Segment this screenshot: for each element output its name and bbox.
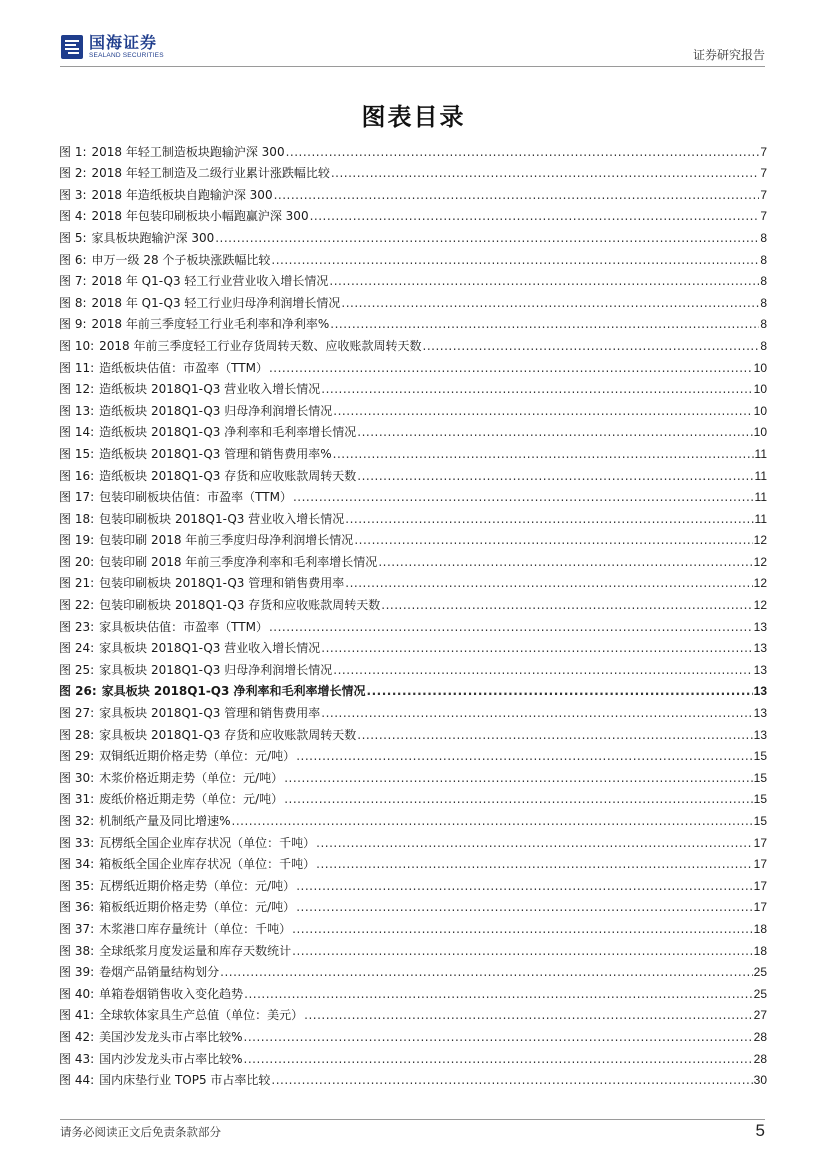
- toc-dot-leader: [345, 512, 753, 526]
- toc-page-number: 28: [753, 1029, 767, 1044]
- toc-figure-number: 图 8:: [59, 295, 87, 310]
- toc-figure-title: 箱板纸全国企业库存状况（单位：千吨）: [99, 857, 316, 872]
- toc-page-number: 17: [753, 878, 767, 893]
- toc-figure-title: 废纸价格近期走势（单位：元/吨）: [99, 792, 284, 807]
- toc-figure-title: 造纸板块 2018Q1-Q3 净利率和毛利率增长情况: [99, 425, 357, 440]
- toc-figure-number: 图 4:: [59, 209, 87, 224]
- toc-entry[interactable]: [59, 569, 767, 591]
- toc-page-number: 25: [753, 965, 767, 980]
- toc-entry[interactable]: [59, 698, 767, 720]
- toc-figure-title: 国内沙发龙头市占率比较%: [99, 1051, 243, 1066]
- toc-dot-leader: [333, 404, 752, 418]
- toc-entry[interactable]: [59, 1066, 767, 1088]
- toc-page-number: 8: [760, 230, 767, 245]
- toc-dot-leader: [215, 231, 759, 245]
- toc-page-number: 12: [753, 576, 767, 591]
- toc-figure-number: 图 18:: [59, 511, 95, 526]
- toc-page-number: 15: [753, 792, 767, 807]
- toc-figure-title: 家具板块 2018Q1-Q3 管理和销售费用率: [99, 706, 321, 721]
- toc-entry[interactable]: [59, 137, 767, 159]
- toc-dot-leader: [367, 684, 753, 698]
- toc-dot-leader: [316, 857, 752, 871]
- toc-figure-title: 家具板块估值：市盈率（TTM）: [99, 619, 268, 634]
- toc-dot-leader: [333, 447, 754, 461]
- toc-figure-number: 图 39:: [59, 965, 95, 980]
- toc-dot-leader: [274, 188, 760, 202]
- toc-figure-title: 全球纸浆月度发运量和库存天数统计: [99, 943, 292, 958]
- toc-entry[interactable]: [59, 439, 767, 461]
- toc-figure-title: 机制纸产量及同比增速%: [99, 814, 231, 828]
- toc-figure-number: 图 7:: [59, 274, 87, 289]
- toc-page-number: 13: [753, 684, 767, 699]
- toc-page-number: 7: [760, 144, 767, 159]
- toc-figure-title: 双铜纸近期价格走势（单位：元/吨）: [99, 749, 296, 764]
- toc-page-number: 13: [753, 641, 767, 656]
- toc-dot-leader: [357, 728, 752, 742]
- toc-entry[interactable]: [59, 785, 767, 807]
- toc-entry[interactable]: [59, 871, 767, 893]
- toc-figure-title: 家具板块 2018Q1-Q3 归母净利润增长情况: [99, 662, 333, 677]
- toc-dot-leader: [333, 663, 752, 677]
- toc-page-number: 11: [754, 468, 767, 483]
- toc-entry[interactable]: [59, 1022, 767, 1044]
- toc-page-number: 17: [753, 857, 767, 872]
- toc-entry[interactable]: [59, 850, 767, 872]
- toc-page-number: 10: [753, 403, 767, 418]
- footer-rule: [60, 1119, 765, 1120]
- toc-figure-number: 图 26:: [59, 684, 97, 699]
- toc-page-number: 17: [753, 900, 767, 915]
- toc-figure-number: 图 25:: [59, 662, 95, 677]
- toc-page-number: 11: [754, 511, 767, 526]
- toc-figure-title: 家具板块 2018Q1-Q3 净利率和毛利率增长情况: [101, 684, 366, 699]
- toc-figure-title: 2018 年 Q1-Q3 轻工行业营业收入增长情况: [91, 274, 329, 289]
- toc-figure-number: 图 44:: [59, 1073, 95, 1088]
- toc-entry[interactable]: [59, 418, 767, 440]
- toc-figure-title: 包装印刷 2018 年前三季度净利率和毛利率增长情况: [99, 554, 378, 569]
- toc-dot-leader: [296, 749, 752, 763]
- toc-dot-leader: [341, 296, 759, 310]
- toc-dot-leader: [292, 922, 752, 936]
- toc-dot-leader: [321, 706, 752, 720]
- toc-entry[interactable]: [59, 828, 767, 850]
- toc-dot-leader: [271, 1073, 752, 1087]
- toc-figure-number: 图 38:: [59, 943, 95, 958]
- toc-entry[interactable]: [59, 547, 767, 569]
- toc-figure-title: 造纸板块 2018Q1-Q3 管理和销售费用率%: [99, 446, 332, 461]
- toc-entry[interactable]: [59, 245, 767, 267]
- company-name-en: SEALAND SECURITIES: [89, 51, 164, 59]
- toc-figure-number: 图 24:: [59, 641, 95, 656]
- toc-entry[interactable]: [59, 677, 767, 699]
- toc-page-number: 12: [753, 533, 767, 548]
- toc-page-number: 10: [753, 382, 767, 397]
- toc-entry[interactable]: [59, 720, 767, 742]
- toc-figure-number: 图 31:: [59, 792, 95, 807]
- toc-dot-leader: [286, 145, 760, 159]
- toc-page-number: 8: [760, 317, 767, 332]
- toc-figure-number: 图 14:: [59, 425, 95, 440]
- toc-figure-number: 图 35:: [59, 878, 95, 893]
- toc-figure-number: 图 23:: [59, 619, 95, 634]
- toc-page-number: 18: [753, 921, 767, 936]
- toc-figure-title: 包装印刷板块 2018Q1-Q3 管理和销售费用率: [99, 576, 345, 591]
- toc-figure-title: 包装印刷板块 2018Q1-Q3 存货和应收账款周转天数: [99, 598, 381, 613]
- toc-figure-title: 家具板块跑输沪深 300: [91, 230, 215, 245]
- toc-entry[interactable]: [59, 483, 767, 505]
- toc-dot-leader: [354, 533, 752, 547]
- toc-dot-leader: [269, 620, 753, 634]
- toc-figure-number: 图 19:: [59, 533, 95, 548]
- toc-figure-title: 2018 年轻工制造板块跑输沪深 300: [91, 144, 285, 159]
- toc-figure-title: 国内床垫行业 TOP5 市占率比较: [99, 1073, 271, 1088]
- toc-dot-leader: [292, 944, 752, 958]
- toc-entry[interactable]: [59, 634, 767, 656]
- toc-dot-leader: [310, 209, 760, 223]
- toc-page-number: 28: [753, 1051, 767, 1066]
- toc-dot-leader: [378, 555, 752, 569]
- toc-figure-title: 2018 年 Q1-Q3 轻工行业归母净利润增长情况: [91, 295, 341, 310]
- toc-figure-title: 申万一级 28 个子板块涨跌幅比较: [91, 252, 271, 267]
- toc-figure-number: 图 13:: [59, 403, 95, 418]
- toc-dot-leader: [321, 382, 752, 396]
- disclaimer: 请务必阅读正文后免责条款部分: [60, 1125, 221, 1139]
- toc-figure-number: 图 43:: [59, 1051, 95, 1066]
- toc-entry[interactable]: [59, 223, 767, 245]
- toc-figure-number: 图 34:: [59, 857, 95, 872]
- toc-entry[interactable]: [59, 914, 767, 936]
- toc-figure-title: 箱板纸近期价格走势（单位：元/吨）: [99, 900, 296, 915]
- toc-entry[interactable]: [59, 267, 767, 289]
- toc-page-number: 13: [753, 706, 767, 721]
- toc-entry[interactable]: [59, 979, 767, 1001]
- toc-dot-leader: [423, 339, 760, 353]
- toc-dot-leader: [357, 469, 753, 483]
- toc-figure-title: 瓦楞纸近期价格走势（单位：元/吨）: [99, 878, 296, 893]
- toc-figure-number: 图 16:: [59, 468, 95, 483]
- toc-figure-title: 家具板块 2018Q1-Q3 营业收入增长情况: [99, 641, 321, 656]
- toc-dot-leader: [244, 987, 752, 1001]
- toc-dot-leader: [321, 641, 752, 655]
- toc-dot-leader: [304, 1008, 752, 1022]
- toc-page-number: 18: [753, 943, 767, 958]
- toc-dot-leader: [330, 317, 759, 331]
- report-type: 证券研究报告: [692, 48, 765, 62]
- toc-page-number: 15: [753, 814, 767, 828]
- toc-figure-number: 图 20:: [59, 554, 95, 569]
- toc-entry[interactable]: [59, 288, 767, 310]
- toc-dot-leader: [357, 425, 752, 439]
- toc-dot-leader: [269, 361, 753, 375]
- toc-figure-number: 图 1:: [59, 144, 87, 159]
- toc-page-number: 8: [760, 252, 767, 267]
- toc-page-number: 10: [753, 425, 767, 440]
- toc-entry[interactable]: [59, 936, 767, 958]
- toc-figure-title: 造纸板块 2018Q1-Q3 归母净利润增长情况: [99, 403, 333, 418]
- toc-page-number: 8: [760, 338, 767, 353]
- toc-page-number: 11: [754, 446, 767, 461]
- page-title: 图表目录: [361, 103, 466, 131]
- toc-entry[interactable]: [59, 353, 767, 375]
- toc-dot-leader: [296, 900, 752, 914]
- toc-dot-leader: [293, 490, 754, 504]
- toc-page-number: 10: [753, 360, 767, 375]
- toc-figure-title: 单箱卷烟销售收入变化趋势: [99, 986, 244, 1001]
- toc-figure-number: 图 28:: [59, 727, 95, 742]
- toc-page-number: 13: [753, 727, 767, 742]
- toc-page-number: 30: [753, 1073, 767, 1088]
- toc-figure-title: 造纸板块 2018Q1-Q3 存货和应收账款周转天数: [99, 468, 357, 483]
- toc-dot-leader: [284, 792, 752, 806]
- toc-page-number: 13: [753, 619, 767, 634]
- toc-figure-title: 2018 年前三季度轻工行业存货周转天数、应收账款周转天数: [99, 338, 422, 353]
- toc-page-number: 13: [753, 662, 767, 677]
- toc-entry[interactable]: [59, 806, 767, 828]
- toc-figure-number: 图 5:: [59, 230, 87, 245]
- toc-figure-number: 图 6:: [59, 252, 87, 267]
- toc-page-number: 25: [753, 986, 767, 1001]
- toc-figure-number: 图 22:: [59, 598, 95, 613]
- toc-figure-title: 造纸板块 2018Q1-Q3 营业收入增长情况: [99, 382, 321, 397]
- toc-entry[interactable]: [59, 331, 767, 353]
- toc-dot-leader: [296, 879, 752, 893]
- company-name-cn: 国海证券: [89, 32, 158, 52]
- toc-figure-number: 图 17:: [59, 490, 95, 505]
- toc-page-number: 8: [760, 274, 767, 289]
- toc-figure-number: 图 40:: [59, 986, 95, 1001]
- toc-page-number: 12: [753, 554, 767, 569]
- toc-entry[interactable]: [59, 461, 767, 483]
- toc-figure-number: 图 21:: [59, 576, 95, 591]
- toc-dot-leader: [316, 836, 752, 850]
- toc-figure-number: 图 41:: [59, 1008, 95, 1023]
- toc-figure-title: 卷烟产品销量结构划分: [99, 965, 220, 980]
- toc-entry[interactable]: [59, 180, 767, 202]
- toc-figure-number: 图 12:: [59, 382, 95, 397]
- toc-figure-number: 图 37:: [59, 921, 95, 936]
- toc-figure-title: 美国沙发龙头市占率比较%: [99, 1029, 243, 1044]
- page-number: 5: [755, 1121, 765, 1140]
- toc-figure-number: 图 9:: [59, 317, 87, 332]
- toc-page-number: 7: [760, 187, 767, 202]
- company-logo: [60, 34, 164, 60]
- toc-figure-number: 图 3:: [59, 187, 87, 202]
- toc-figure-number: 图 11:: [59, 360, 95, 375]
- toc-figure-number: 图 2:: [59, 166, 87, 181]
- toc-page-number: 17: [753, 835, 767, 850]
- toc-entry[interactable]: [59, 612, 767, 634]
- toc-page-number: 27: [753, 1008, 767, 1023]
- toc-entry[interactable]: [59, 396, 767, 418]
- toc-dot-leader: [220, 965, 752, 979]
- sealand-logo-icon: [60, 34, 84, 60]
- figure-list: [59, 137, 767, 1087]
- toc-figure-number: 图 32:: [59, 814, 95, 828]
- toc-entry[interactable]: [59, 742, 767, 764]
- toc-figure-number: 图 30:: [59, 770, 95, 785]
- toc-figure-number: 图 15:: [59, 446, 95, 461]
- toc-figure-title: 包装印刷板块估值：市盈率（TTM）: [99, 490, 292, 505]
- toc-figure-title: 2018 年包装印刷板块小幅跑赢沪深 300: [91, 209, 309, 224]
- toc-entry[interactable]: [59, 958, 767, 980]
- toc-entry[interactable]: [59, 590, 767, 612]
- toc-dot-leader: [271, 253, 759, 267]
- toc-dot-leader: [345, 576, 752, 590]
- toc-page-number: 11: [754, 490, 767, 505]
- toc-figure-number: 图 29:: [59, 749, 95, 764]
- toc-figure-number: 图 33:: [59, 835, 95, 850]
- toc-figure-number: 图 42:: [59, 1029, 95, 1044]
- toc-figure-title: 2018 年造纸板块自跑输沪深 300: [91, 187, 273, 202]
- toc-figure-title: 造纸板块估值：市盈率（TTM）: [99, 360, 268, 375]
- toc-entry[interactable]: [59, 655, 767, 677]
- toc-figure-title: 全球软体家具生产总值（单位：美元）: [99, 1008, 304, 1023]
- toc-dot-leader: [331, 166, 759, 180]
- toc-entry[interactable]: [59, 1044, 767, 1066]
- toc-figure-title: 木浆港口库存量统计（单位：千吨）: [99, 921, 292, 936]
- toc-dot-leader: [244, 1052, 753, 1066]
- toc-figure-title: 2018 年前三季度轻工行业毛利率和净利率%: [91, 317, 330, 332]
- toc-figure-number: 图 27:: [59, 706, 95, 721]
- page-header: [60, 32, 765, 67]
- toc-page-number: 12: [753, 598, 767, 613]
- toc-page-number: 7: [760, 209, 767, 224]
- toc-page-number: 15: [753, 770, 767, 785]
- toc-dot-leader: [244, 1030, 753, 1044]
- toc-figure-title: 家具板块 2018Q1-Q3 存货和应收账款周转天数: [99, 727, 357, 742]
- toc-entry[interactable]: [59, 159, 767, 181]
- toc-dot-leader: [381, 598, 752, 612]
- toc-entry[interactable]: [59, 310, 767, 332]
- toc-dot-leader: [284, 771, 752, 785]
- toc-figure-title: 包装印刷 2018 年前三季度归母净利润增长情况: [99, 533, 354, 548]
- toc-figure-title: 2018 年轻工制造及二级行业累计涨跌幅比较: [91, 166, 330, 181]
- toc-entry[interactable]: [59, 763, 767, 785]
- toc-page-number: 7: [760, 166, 767, 181]
- toc-page-number: 15: [753, 749, 767, 764]
- toc-figure-title: 木浆价格近期走势（单位：元/吨）: [99, 770, 284, 785]
- toc-figure-number: 图 10:: [59, 338, 95, 353]
- toc-figure-title: 包装印刷板块 2018Q1-Q3 营业收入增长情况: [99, 511, 345, 526]
- toc-dot-leader: [232, 814, 753, 828]
- toc-entry[interactable]: [59, 375, 767, 397]
- toc-figure-number: 图 36:: [59, 900, 95, 915]
- toc-entry[interactable]: [59, 504, 767, 526]
- toc-entry[interactable]: [59, 1001, 767, 1023]
- toc-entry[interactable]: [59, 202, 767, 224]
- toc-dot-leader: [329, 274, 759, 288]
- toc-figure-title: 瓦楞纸全国企业库存状况（单位：千吨）: [99, 835, 316, 850]
- toc-page-number: 8: [760, 295, 767, 310]
- toc-entry[interactable]: [59, 526, 767, 548]
- toc-entry[interactable]: [59, 893, 767, 915]
